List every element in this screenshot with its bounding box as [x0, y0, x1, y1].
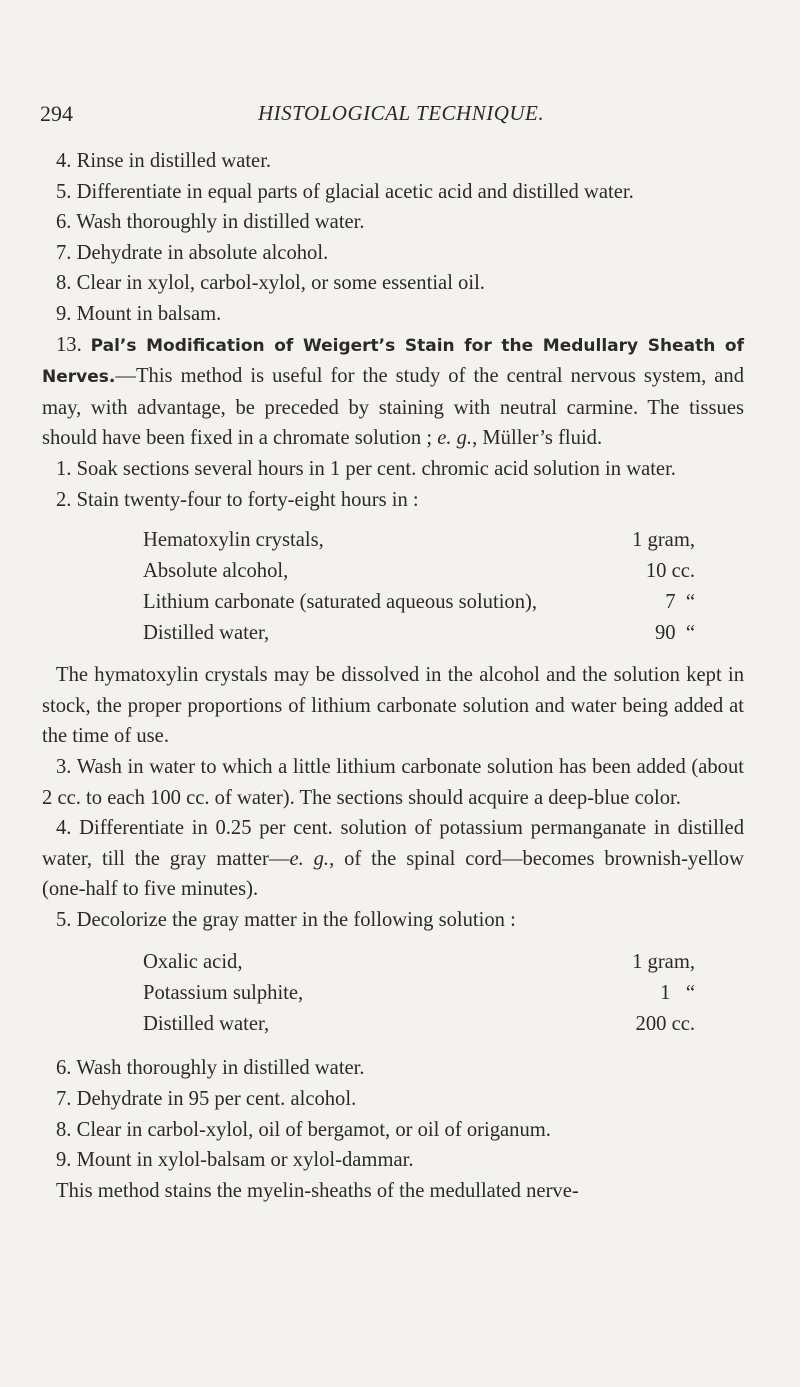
step-4-rinse: 4. Rinse in distilled water.	[56, 150, 272, 172]
section-number: 13.	[56, 333, 82, 356]
section-intro-b: , Müller’s fluid.	[472, 427, 603, 450]
stain-recipe	[143, 525, 695, 649]
step-5-decolorize: 5. Decolorize the gray matter in the following solution :	[56, 908, 516, 931]
recipe-row	[143, 618, 695, 649]
recipe-row	[143, 556, 695, 587]
recipe-item: Distilled water,	[143, 622, 270, 645]
step-7-dehydrate: 7. Dehydrate in absolute alcohol.	[56, 241, 329, 264]
step-3-wash: 3. Wash in water to which a little lithium carbonate solution has been added (about 2 cc. to each 100 cc. of water). The sections should acquire a deep-blue color.	[42, 755, 744, 809]
recipe-row	[143, 1009, 695, 1040]
recipe-item: Oxalic acid,	[143, 951, 243, 974]
recipe-item: Potassium sulphite,	[143, 982, 304, 1005]
recipe-item: Distilled water,	[143, 1013, 270, 1036]
stock-note: The hymatoxylin crystals may be dissolved in the alcohol and the solution kept in stock, the proper proportions of lithium carbonate solution and water being added at the time of use.	[42, 664, 744, 748]
step-6-wash-final: 6. Wash thoroughly in distilled water.	[56, 1057, 365, 1080]
step-4-differentiate	[42, 813, 744, 905]
recipe-row	[143, 978, 695, 1009]
step-4-text-a: 4. Differentiate in 0.25 per cent. solution of potassium permanganate in distilled water, till the gray matter—	[42, 817, 744, 870]
recipe-quantity: 1 gram,	[632, 529, 695, 552]
step-9-mount-final: 9. Mount in xylol-balsam or xylol-dammar.	[56, 1149, 414, 1172]
step-7-dehydrate-final: 7. Dehydrate in 95 per cent. alcohol.	[56, 1088, 357, 1111]
running-head	[40, 101, 740, 131]
recipe-quantity: 1 gram,	[632, 951, 695, 974]
body-text	[42, 146, 744, 1206]
section-13-paragraph	[42, 330, 744, 454]
recipe-item: Lithium carbonate (saturated aqueous solution),	[143, 591, 538, 614]
recipe-item: Hematoxylin crystals,	[143, 529, 324, 552]
step-4-eg: e. g.	[289, 847, 330, 870]
recipe-quantity: 1 “	[660, 982, 695, 1005]
step-4-text-b: , of the spinal cord—becomes brownish-yellow (one-half to five minutes).	[42, 847, 744, 901]
page-number: 294	[40, 101, 73, 126]
section-intro-a: —This method is useful for the study of the central nervous system, and may, with advantage, be preceded by staining with neutral carmine. The tissues should have been fixed in a chromate solution ;	[42, 365, 744, 450]
recipe-quantity: 7 “	[665, 591, 695, 614]
step-5-differentiate: 5. Differentiate in equal parts of glacial acetic acid and distilled water.	[56, 180, 634, 203]
decolorize-recipe	[143, 947, 695, 1040]
recipe-item: Absolute alcohol,	[143, 560, 289, 583]
closing-line: This method stains the myelin-sheaths of the medullated nerve-	[56, 1179, 579, 1202]
running-title: HISTOLOGICAL TECHNIQUE.	[258, 101, 545, 125]
recipe-row	[143, 587, 695, 618]
step-6-wash: 6. Wash thoroughly in distilled water.	[56, 211, 365, 234]
recipe-row	[143, 947, 695, 978]
section-intro-eg: e. g.	[437, 427, 473, 450]
recipe-quantity: 90 “	[654, 622, 695, 645]
step-8-clear: 8. Clear in xylol, carbol-xylol, or some essential oil.	[56, 272, 485, 295]
recipe-row	[143, 525, 695, 556]
section-heading: Pal’s Modification of Weigert’s Stain for the Medullary Sheath of Nerves.	[42, 335, 745, 388]
step-1-soak: 1. Soak sections several hours in 1 per cent. chromic acid solution in water.	[56, 457, 676, 480]
recipe-quantity: 200 cc.	[635, 1013, 695, 1036]
step-9-mount: 9. Mount in balsam.	[56, 302, 222, 325]
step-2-stain: 2. Stain twenty-four to forty-eight hours in :	[56, 488, 419, 511]
recipe-quantity: 10 cc.	[645, 560, 695, 583]
step-8-clear-final: 8. Clear in carbol-xylol, oil of bergamot, or oil of origanum.	[56, 1118, 551, 1141]
